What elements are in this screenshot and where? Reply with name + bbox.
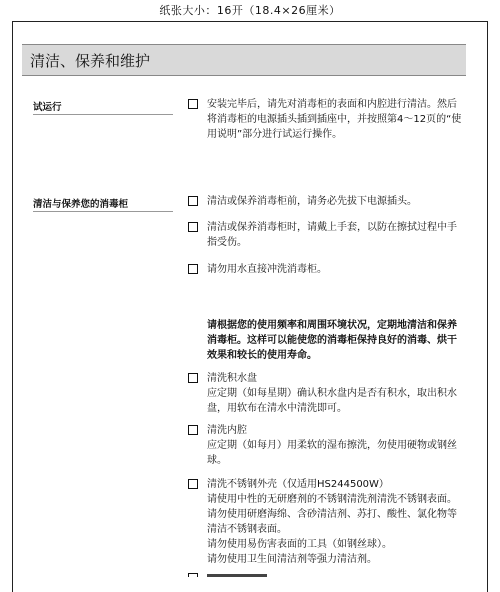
- title-bar: [22, 44, 466, 76]
- checkbox-bullet-icon: [188, 264, 198, 274]
- checkbox-bullet-icon: [188, 373, 198, 383]
- checkbox-bullet-icon: [188, 573, 198, 577]
- list-item: 请勿用水直接冲洗消毒柜。: [188, 262, 468, 277]
- list-item: 清洗积水盘 应定期（如每星期）确认积水盘内是否有积水，取出积水 盘，用软布在清水中清洗即可。: [188, 371, 468, 416]
- checkbox-bullet-icon: [188, 479, 198, 489]
- list-item: 清洗不锈钢外壳（仅适用HS244500W） 请使用中性的无研磨剂的不锈钢清洗剂清洗不锈钢表面。 请勿使用研磨海绵、含砂清洁剂、苏打、酸性、氯化物等 清洁不锈钢表面。 请勿使用易伤害表面的工具（如钢丝球）。 请勿使用卫生间清洁剂等强力清洁剂。: [188, 477, 468, 567]
- maintenance-note: 请根据您的使用频率和周围环境状况，定期地清洁和保养 消毒柜。这样可以能使您的消毒柜保持良好的消毒、烘干 效果和较长的使用寿命。: [207, 320, 457, 361]
- checkbox-bullet-icon: [188, 99, 198, 109]
- checkbox-bullet-icon: [188, 222, 198, 232]
- section-heading-cleaning: 清洁与保养您的消毒柜: [33, 196, 173, 212]
- paper-size-label: 纸张大小：16开（18.4×26厘米）: [159, 4, 341, 17]
- list-item: 安装完毕后，请先对消毒柜的表面和内腔进行清洁。然后 将消毒柜的电源插头插到插座中，并按照第4～12页的“使 用说明”部分进行试运行操作。: [188, 97, 468, 142]
- checkbox-bullet-icon: [188, 425, 198, 435]
- section-heading-trial-run: 试运行: [33, 99, 173, 115]
- page-title: 清洁、保养和维护: [30, 52, 151, 70]
- list-item: 清洁或保养消毒柜前，请务必先拔下电源插头。: [188, 194, 468, 209]
- list-item: 清洗内腔 应定期（如每月）用柔软的湿布擦洗，勿使用硬物或钢丝 球。: [188, 423, 468, 468]
- truncated-list-item: [188, 570, 278, 577]
- checkbox-bullet-icon: [188, 196, 198, 206]
- list-item: 清洁或保养消毒柜时，请戴上手套，以防在擦拭过程中手 指受伤。: [188, 220, 468, 250]
